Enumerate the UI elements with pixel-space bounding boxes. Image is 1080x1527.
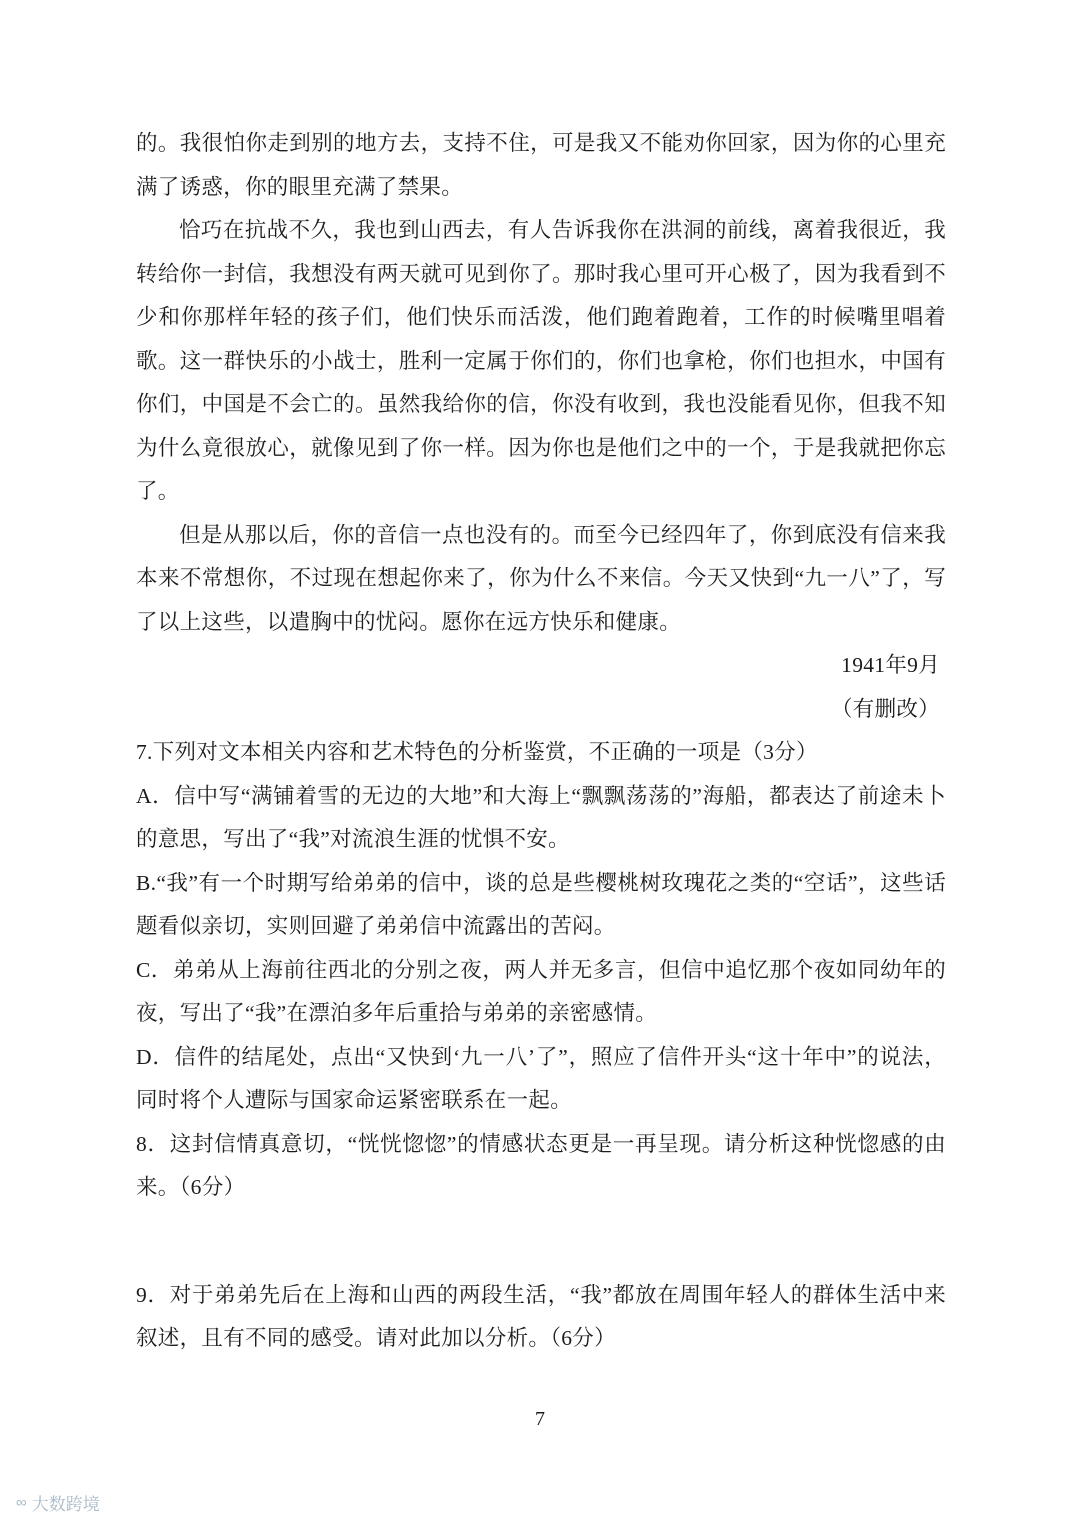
question-7-option-b: B.“我”有一个时期写给弟弟的信中，谈的总是些樱桃树玫瑰花之类的“空话”，这些话题看似亲切，实则回避了弟弟信中流露出的苦闷。 xyxy=(136,870,946,938)
question-7-stem: 7.下列对文本相关内容和艺术特色的分析鉴赏，不正确的一项是（3分） xyxy=(136,740,818,764)
passage-paragraph: 恰巧在抗战不久，我也到山西去，有人告诉我你在洪洞的前线，离着我很近，我转给你一封信，我想没有两天就可见到你了。那时我心里可开心极了，因为我看到不少和你那样年轻的孩子们，他们快乐而活泼，他们跑着跑着，工作的时候嘴里唱着歌。这一群快乐的小战士，胜利一定属于你们的，你们也拿枪，你们也担水，中国有你们，中国是不会亡的。虽然我给你的信，你没有收到，我也没能看见你，但我不知为什么竟很放心，就像见到了你一样。因为你也是他们之中的一个，于是我就把你忘了。 xyxy=(136,218,946,503)
watermark-text: 大数跨境 xyxy=(31,1495,100,1514)
passage-paragraph: 但是从那以后，你的音信一点也没有的。而至今已经四年了，你到底没有信来我本来不常想你，不过现在想起你来了，你为什么不来信。今天又快到“九一八”了，写了以上这些，以遣胸中的忧闷。愿你在远方快乐和健康。 xyxy=(136,522,946,634)
watermark xyxy=(16,1490,100,1515)
question-7-option-c: C．弟弟从上海前往西北的分别之夜，两人并无多言，但信中追忆那个夜如同幼年的夜，写出了“我”在漂泊多年后重拾与弟弟的亲密感情。 xyxy=(136,957,946,1025)
watermark-logo-icon: ∞ xyxy=(16,1494,27,1511)
question-7-option-a: A．信中写“满铺着雪的无边的大地”和大海上“飘飘荡荡的”海船，都表达了前途未卜的意思，写出了“我”对流浪生涯的忧惧不安。 xyxy=(136,783,946,851)
question-9: 9．对于弟弟先后在上海和山西的两段生活，“我”都放在周围年轻人的群体生活中来叙述，且有不同的感受。请对此加以分析。（6分） xyxy=(136,1282,946,1350)
question-8: 8．这封信情真意切，“恍恍惚惚”的情感状态更是一再呈现。请分析这种恍惚感的由来。（6分） xyxy=(136,1131,946,1199)
passage-paragraph-continuation: 的。我很怕你走到别的地方去，支持不住，可是我又不能劝你回家，因为你的心里充满了诱惑，你的眼里充满了禁果。 xyxy=(136,131,946,199)
answer-space xyxy=(136,1210,946,1274)
question-7-option-d: D．信件的结尾处，点出“又快到‘九一八’了”，照应了信件开头“这十年中”的说法，同时将个人遭际与国家命运紧密联系在一起。 xyxy=(136,1044,946,1112)
edit-note: （有删改） xyxy=(830,696,940,721)
letter-date: 1941年9月 xyxy=(841,653,940,677)
page-number: 7 xyxy=(535,1408,545,1430)
